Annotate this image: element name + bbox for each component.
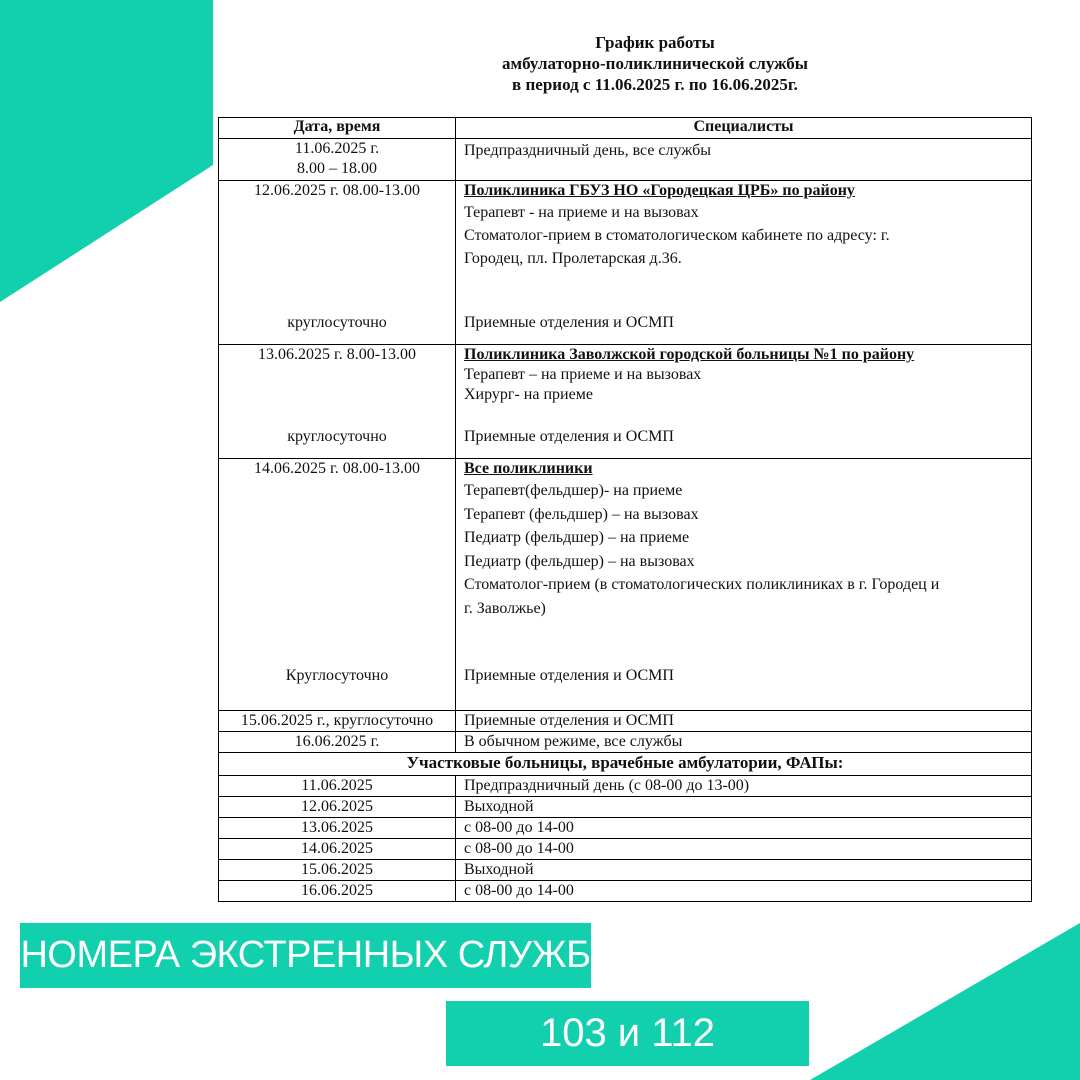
specialists-cell: В обычном режиме, все службы [456,732,1032,753]
table-row [219,839,1032,860]
cell-text: Предпраздничный день, все службы [464,142,712,159]
header-date: Дата, время [219,118,456,139]
table-row [219,181,1032,345]
date-cell [219,181,456,345]
hours-cell: с 08-00 до 14-00 [456,881,1032,902]
specialist-line: Педиатр (фельдшер) – на приеме [464,529,690,546]
date-cell: 15.06.2025 [219,860,456,881]
bottom-right-accent-shape [810,923,1080,1080]
date-cell: 14.06.2025 [219,839,456,860]
schedule-table [218,117,1032,902]
table-row [219,459,1032,711]
date-cell: 13.06.2025 [219,818,456,839]
section-title: Участковые больницы, врачебные амбулатории, ФАПы: [219,753,1032,776]
hours-cell: Предпраздничный день (с 08-00 до 13-00) [456,776,1032,797]
specialist-line: Терапевт(фельдшер)- на приеме [464,482,683,499]
table-row [219,139,1032,181]
cell-bottom-text: Приемные отделения и ОСМП [464,428,674,445]
specialist-line: Хирург- на приеме [464,386,593,403]
emergency-services-banner: НОМЕРА ЭКСТРЕННЫХ СЛУЖБ [20,923,591,988]
top-left-accent-shape [0,0,213,302]
specialists-cell [456,139,1032,181]
table-header-row [219,118,1032,139]
date-cell: 16.06.2025 [219,881,456,902]
hours-cell: с 08-00 до 14-00 [456,839,1032,860]
date-cell [219,459,456,711]
date-bottom-text: круглосуточно [287,314,387,331]
date-text: 12.06.2025 г. 08.00-13.00 [253,182,421,199]
specialist-line: Стоматолог-прием в стоматологическом кабинете по адресу: г. [464,227,890,244]
section-title-row [219,753,1032,776]
date-cell: 15.06.2025 г., круглосуточно [219,711,456,732]
hours-cell: Выходной [456,860,1032,881]
specialists-cell: Приемные отделения и ОСМП [456,711,1032,732]
specialist-line: Терапевт - на приеме и на вызовах [464,204,699,221]
table-row [219,345,1032,459]
emergency-numbers-banner: 103 и 112 [446,1001,809,1066]
date-text: 11.06.2025 г. [294,140,380,157]
page-title [330,32,980,95]
specialist-line: г. Заволжье) [464,599,546,617]
date-cell: 12.06.2025 [219,797,456,818]
specialist-line: Стоматолог-прием (в стоматологических поликлиниках в г. Городец и [464,576,940,593]
time-text: 8.00 – 18.00 [297,160,377,177]
cell-bottom-text: Приемные отделения и ОСМП [464,667,674,684]
title-line-3: в период с 11.06.2025 г. по 16.06.2025г. [512,75,798,94]
hours-cell: Выходной [456,797,1032,818]
clinic-heading: Поликлиника Заволжской городской больницы №1 по району [464,346,915,363]
title-line-1: График работы [595,33,715,52]
date-cell: 16.06.2025 г. [219,732,456,753]
specialist-line: Педиатр (фельдшер) – на вызовах [464,552,695,570]
cell-bottom-text: Приемные отделения и ОСМП [464,314,674,331]
table-row [219,732,1032,753]
clinic-heading: Поликлиника ГБУЗ НО «Городецкая ЦРБ» по району [464,182,855,199]
table-row [219,776,1032,797]
clinic-heading: Все поликлиники [464,460,593,477]
date-cell [219,345,456,459]
date-text: 13.06.2025 г. 8.00-13.00 [257,346,417,363]
table-row [219,711,1032,732]
date-bottom-text: Круглосуточно [285,667,389,684]
table-row [219,881,1032,902]
specialist-line: Городец, пл. Пролетарская д.36. [464,250,682,267]
date-text: 14.06.2025 г. 08.00-13.00 [253,460,421,477]
table-row [219,797,1032,818]
specialist-line: Терапевт (фельдшер) – на вызовах [464,505,699,523]
specialists-cell [456,459,1032,711]
specialists-cell [456,181,1032,345]
specialist-line: Терапевт – на приеме и на вызовах [464,366,702,383]
table-row [219,860,1032,881]
hours-cell: с 08-00 до 14-00 [456,818,1032,839]
date-bottom-text: круглосуточно [287,428,387,445]
date-cell [219,139,456,181]
table-row [219,818,1032,839]
date-cell: 11.06.2025 [219,776,456,797]
specialists-cell [456,345,1032,459]
title-line-2: амбулаторно-поликлинической службы [502,54,808,73]
header-specialists: Специалисты [456,118,1032,139]
